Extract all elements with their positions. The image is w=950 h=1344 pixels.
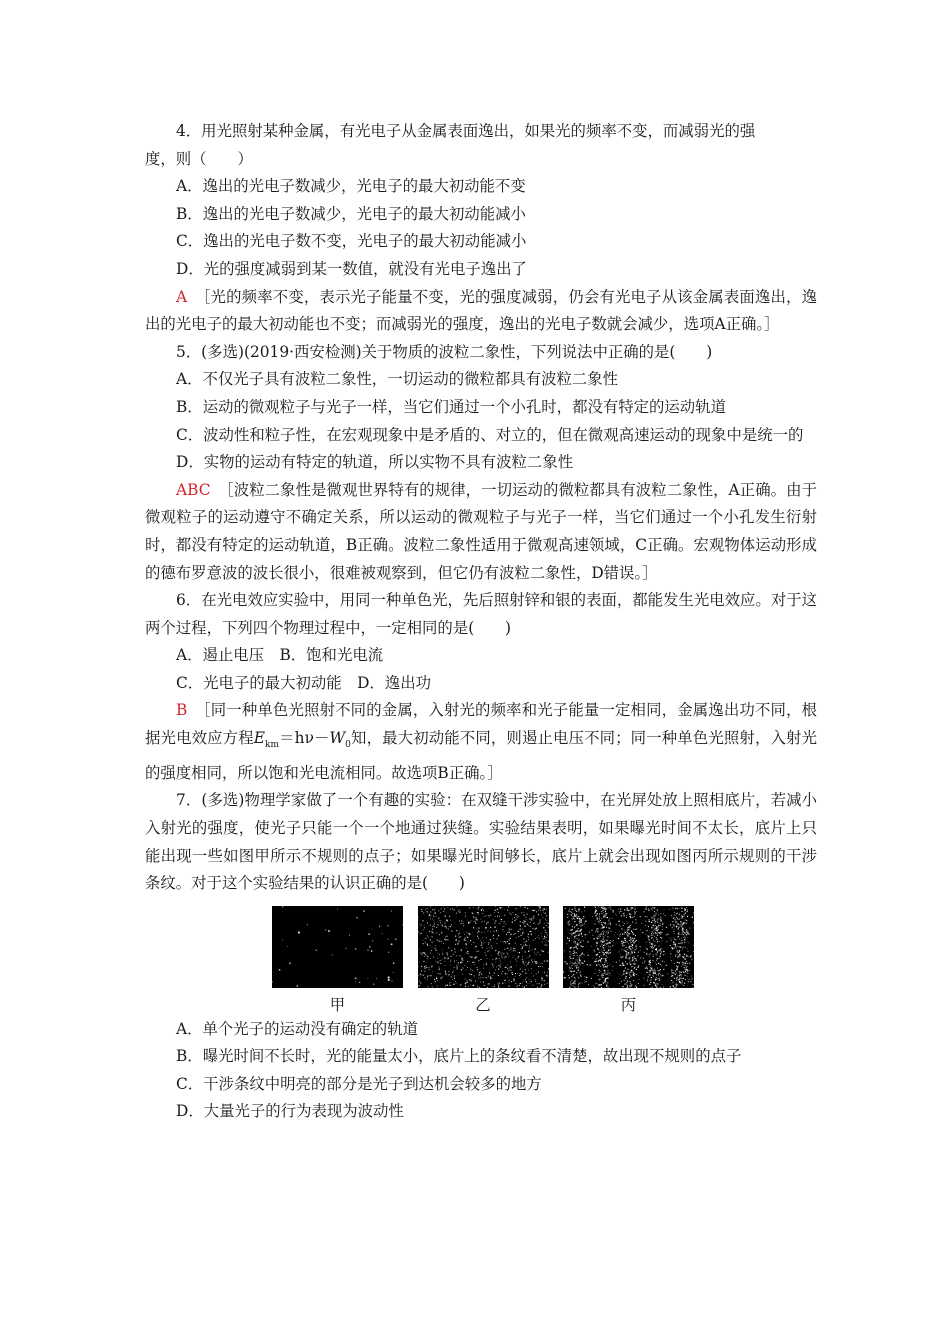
- q6-ek-symbol: E: [253, 729, 265, 748]
- q7-figures: [272, 906, 694, 1016]
- figure-jia-caption: 甲: [329, 995, 346, 1014]
- q6-answer: B: [176, 701, 188, 720]
- q4-answer: A: [176, 287, 188, 306]
- q7-option-b: B．曝光时间不长时，光的能量太小，底片上的条纹看不清楚，故出现不规则的点子: [176, 1047, 742, 1066]
- q6-explanation-part1: ［同一种单色光照射不同的金属，入射光的频率和光子能量一定相同，金属逸出功不同，根据光电效应方程: [145, 701, 817, 748]
- q6-ek-subscript: km: [265, 740, 279, 751]
- q5-answer: ABC: [176, 480, 211, 499]
- worksheet-page: [145, 118, 817, 1126]
- q4-explanation: ［光的频率不变，表示光子能量不变，光的强度减弱，仍会有光电子从该金属表面逸出，逸出的光电子的最大初动能也不变；而减弱光的强度，逸出的光电子数就会减少，选项A正确。］: [145, 287, 817, 334]
- q6-equation-middle: ＝hν－: [279, 729, 330, 748]
- figure-jia: [272, 906, 403, 1016]
- q6-solution: [145, 697, 817, 787]
- q6-w-symbol: W: [329, 729, 346, 748]
- q5-solution: [145, 477, 817, 587]
- q7-option-c: C．干涉条纹中明亮的部分是光子到达机会较多的地方: [176, 1074, 542, 1093]
- q7-stem: 7．(多选)物理学家做了一个有趣的实验：在双缝干涉实验中，在光屏处放上照相底片，若减小入射光的强度，使光子只能一个一个地通过狭缝。实验结果表明，如果曝光时间不太长，底片上只能出现一些如图甲所示不规则的点子；如果曝光时间够长，底片上就会出现如图丙所示规则的干涉条纹。对于这个实验结果的认识正确的是( ): [145, 791, 817, 893]
- q7-option-d: D．大量光子的行为表现为波动性: [176, 1102, 404, 1121]
- q5-explanation: ［波粒二象性是微观世界特有的规律，一切运动的微粒都具有波粒二象性，A正确。由于微观粒子的运动遵守不确定关系，所以运动的微观粒子与光子一样，当它们通过一个小孔发生衍射时，都没有特定的运动轨道，B正确。波粒二象性适用于微观高速领域，C正确。宏观物体运动形成的德布罗意波的波长很小，很难被观察到，但它仍有波粒二象性，D错误。］: [145, 480, 817, 582]
- q4-solution: [145, 284, 817, 339]
- sparse-dots-image: [272, 906, 403, 988]
- q5-option-b: B．运动的微观粒子与光子一样，当它们通过一个小孔时，都没有特定的运动轨道: [176, 397, 726, 416]
- q6-w-subscript: 0: [345, 740, 351, 751]
- q5-stem: 5．(多选)(2019·西安检测)关于物质的波粒二象性，下列说法中正确的是( ): [176, 342, 713, 361]
- q4-stem-line2: 度，则（ ）: [145, 149, 253, 168]
- q5-option-c: C．波动性和粒子性，在宏观现象中是矛盾的、对立的，但在微观高速运动的现象中是统一的: [176, 425, 804, 444]
- figure-yi: [418, 906, 549, 1016]
- q6-explanation-part2: 知，最大初动能不同，则遏止电压不同；同一种单色光照射，入射光的强度相同，所以饱和光电流相同。故选项B正确。］: [145, 729, 817, 782]
- q4-option-c: C．逸出的光电子数不变，光电子的最大初动能减小: [176, 232, 527, 251]
- q5-option-d: D．实物的运动有特定的轨道，所以实物不具有波粒二象性: [176, 453, 574, 472]
- q5-option-a: A．不仅光子具有波粒二象性，一切运动的微粒都具有波粒二象性: [176, 370, 619, 389]
- q4-option-b: B．逸出的光电子数减少，光电子的最大初动能减小: [176, 204, 526, 223]
- q6-options-cd: C．光电子的最大初动能 D．逸出功: [176, 673, 431, 692]
- dense-dots-image: [418, 906, 549, 988]
- q4-stem-line1: 4．用光照射某种金属，有光电子从金属表面逸出，如果光的频率不变，而减弱光的强: [176, 122, 756, 140]
- figure-bing-caption: 丙: [620, 995, 637, 1014]
- q6-options-ab: A．遏止电压 B．饱和光电流: [176, 646, 384, 665]
- q4-option-d: D．光的强度减弱到某一数值，就没有光电子逸出了: [176, 259, 527, 278]
- interference-fringes-image: [563, 906, 694, 988]
- q7-option-a: A．单个光子的运动没有确定的轨道: [176, 1019, 418, 1038]
- q6-stem: 6．在光电效应实验中，用同一种单色光，先后照射锌和银的表面，都能发生光电效应。对于这两个过程，下列四个物理过程中，一定相同的是( ): [145, 591, 817, 637]
- figure-bing: [563, 906, 694, 1016]
- q4-option-a: A．逸出的光电子数减少，光电子的最大初动能不变: [176, 177, 526, 196]
- figure-yi-caption: 乙: [475, 995, 491, 1014]
